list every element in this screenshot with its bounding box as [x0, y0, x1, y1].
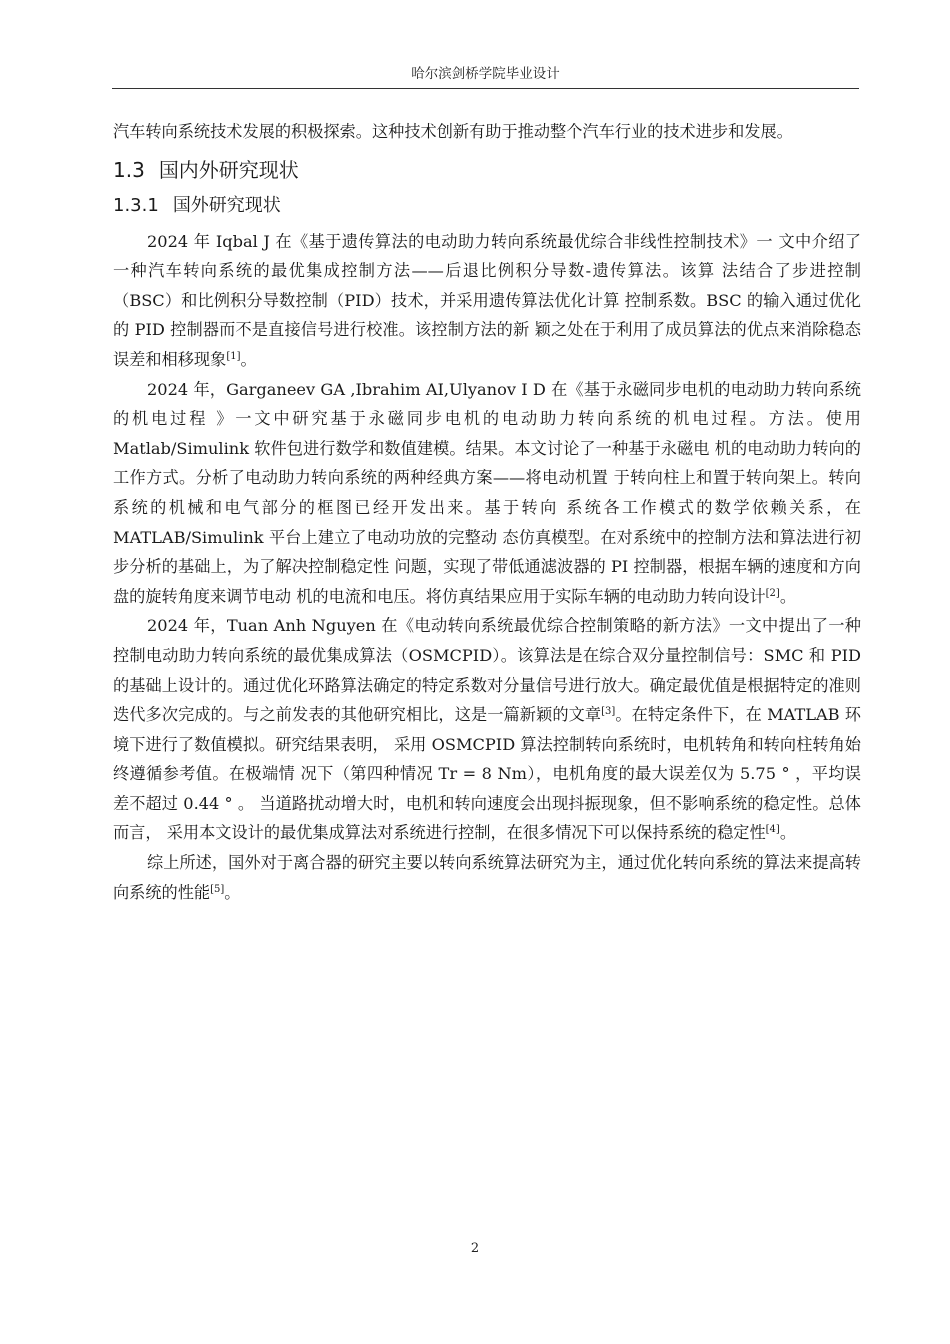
- paragraph-garganeev: [113, 375, 861, 612]
- paragraph-tail: 。: [224, 882, 241, 902]
- subsection-number: 1.3.1: [113, 194, 159, 216]
- paragraph-tail: 。: [779, 823, 797, 843]
- subsection-title: 国外研究现状: [172, 194, 281, 216]
- header-divider: [112, 88, 859, 89]
- citation: [4]: [765, 824, 780, 836]
- paragraph-text: 2024 年，Tuan Anh Nguyen 在《电动转向系统最优综合控制策略的新方法》一文中提出了一种控制电动助力转向系统的最优集成算法（OSMCPID）。该算法是在综合双分量控制信号：SMC 和 PID 的基础上设计的。通过优化环路算法确定的特定系数对分量信号进行放大。确定最优值是根据特定的准则迭代多次完成的。与之前发表的其他研究相比，这是一篇新颖的文章: [113, 616, 861, 725]
- subsection-heading: [113, 191, 861, 221]
- paragraph-tail: 。在特定条件下，在 MATLAB 环境下进行了数值模拟。研究结果表明， 采用 OSMCPID 算法控制转向系统时，电机转角和转向柱转角始终遵循参考值。在极端情 况下（第四种情况 Tr = 8 Nm），电机角度的最大误差仅为 5.75 ° ，平均误差不超过 0.44 ° 。 当道路扰动增大时，电机和转向速度会出现抖振现象，但不影响系统的稳定性。总体而言， 采用本文设计的最优集成算法对系统进行控制，在很多情况下可以保持系统的稳定性: [113, 705, 861, 843]
- section-number: 1.3: [113, 157, 145, 182]
- citation: [1]: [226, 350, 241, 362]
- paragraph-iqbal: [113, 227, 861, 375]
- paragraph-text: 综上所述，国外对于离合器的研究主要以转向系统算法研究为主，通过优化转向系统的算法来提高转向系统的性能: [113, 853, 861, 902]
- paragraph-text: 2024 年，Garganeev GA ,Ibrahim AI,Ulyanov I D 在《基于永磁同步电机的电动助力转向系统的机电过程 》一文中研究基于永磁同步电机的电动助力转向系统的机电过程。方法。使用 Matlab/Simulink 软件包进行数学和数值建模。结果。本文讨论了一种基于永磁电 机的电动助力转向的工作方式。分析了电动助力转向系统的两种经典方案——将电动机置 于转向柱上和置于转向架上。转向系统的机械和电气部分的框图已经开发出来。基于转向 系统各工作模式的数学依赖关系，在 MATLAB/Simulink 平台上建立了电动功放的完整动 态仿真模型。在对系统中的控制方法和算法进行初步分析的基础上，为了解决控制稳定性 问题，实现了带低通滤波器的 PI 控制器，根据车辆的速度和方向盘的旋转角度来调节电动 机的电流和电压。将仿真结果应用于实际车辆的电动助力转向设计: [113, 379, 861, 606]
- paragraph-nguyen: [113, 611, 861, 848]
- citation: [5]: [210, 883, 225, 895]
- section-title: 国内外研究现状: [158, 157, 299, 182]
- page-header: 哈尔滨剑桥学院毕业设计: [411, 66, 560, 82]
- paragraph-text: 2024 年 Iqbal J 在《基于遗传算法的电动助力转向系统最优综合非线性控制技术》一 文中介绍了一种汽车转向系统的最优集成控制方法——后退比例积分导数-遗传算法。该算 法结合了步进控制（BSC）和比例积分导数控制（PID）技术，并采用遗传算法优化计算 控制系数。BSC 的输入通过优化的 PID 控制器而不是直接信号进行校准。该控制方法的新 颖之处在于利用了成员算法的优点来消除稳态误差和相移现象: [113, 231, 861, 369]
- paragraph-tail: 。: [240, 349, 257, 369]
- continuation-paragraph: 汽车转向系统技术发展的积极探索。这种技术创新有助于推动整个汽车行业的技术进步和发展。: [113, 122, 793, 141]
- paragraph-summary: [113, 848, 861, 907]
- page-body: [113, 117, 861, 907]
- section-heading: [113, 155, 861, 185]
- page-number: 2: [470, 1241, 480, 1256]
- citation: [3]: [601, 706, 616, 718]
- citation: [2]: [765, 587, 780, 599]
- paragraph-tail: 。: [779, 586, 797, 606]
